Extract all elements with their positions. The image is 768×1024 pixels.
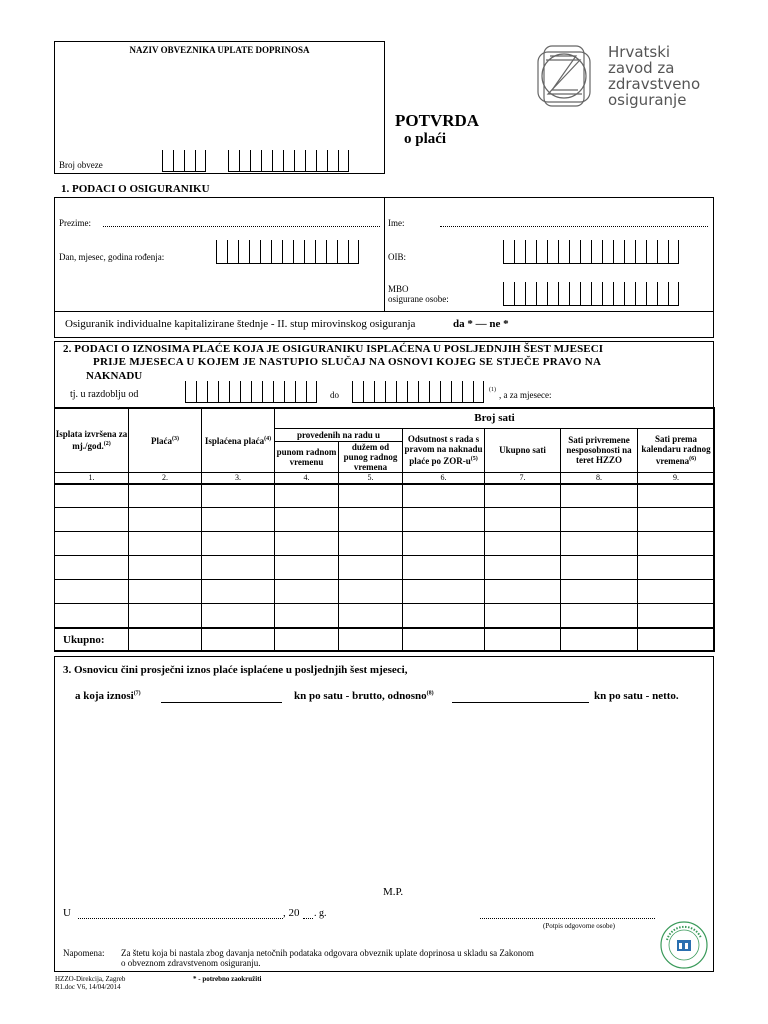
period-sup: (1) [489,387,496,393]
broj-obveze-label: Broj obveze [59,160,103,170]
table-row[interactable] [55,484,715,508]
col2-header [129,408,202,472]
col-number: 3. [202,472,275,484]
prezime-label: Prezime: [59,218,91,228]
col6-header-text: Odsutnost s rada s pravom na naknadu plaće po ZOR-u [404,434,483,466]
brutto-sup: (8) [426,690,434,697]
footer-line-2: R1.doc V6, 14/04/2014 [55,983,121,991]
col6-sup: (5) [470,456,478,462]
doc-subtitle: o plaći [404,131,447,147]
signature-field[interactable] [480,918,655,919]
logo-text [608,44,700,108]
section1-box [54,197,714,338]
year-field[interactable] [303,918,313,919]
dob-digits[interactable] [216,240,359,264]
col-number: 8. [561,472,638,484]
table-row[interactable] [55,508,715,532]
iznosi-sup: (7) [133,690,141,697]
date-label: , 20 [283,907,300,919]
col-number: 9. [638,472,715,484]
ime-field[interactable] [440,226,708,227]
salary-table [54,407,715,652]
col5-header: dužem od punog radnog vremena [339,441,403,472]
col-number: 7. [485,472,561,484]
u-label: U [63,907,71,919]
col1-header [55,408,129,472]
dob-label: Dan, mjesec, godina rođenja: [59,252,165,262]
col-number: 4. [275,472,339,484]
do-label: do [330,390,339,400]
mbo-label-2: osigurane osobe: [388,294,449,304]
footer-line-1: HZZO-Direkcija, Zagreb [55,975,126,983]
potpis-label: (Potpis odgovorne osobe) [543,922,615,930]
col6-header [403,428,485,472]
ime-label: Ime: [388,218,405,228]
table-row[interactable] [55,532,715,556]
col-number: 5. [339,472,403,484]
logo-line: zavod za [608,59,675,77]
period-label: tj. u razdoblju od [70,389,139,400]
col4-header: punom radnom vremenu [275,441,339,472]
hzzo-logo-mark-icon [530,42,598,110]
section2-title-2: PRIJE MJESECA U KOJEM JE NASTUPIO SLUČAJ NA OSNOVI KOJEG SE STJEČE PRAVO NA [93,356,602,368]
ukupno-row[interactable] [55,628,715,652]
iznosi-label [75,690,141,702]
certification-seal [659,920,709,970]
section2-title-1: 2. PODACI O IZNOSIMA PLAĆE KOJA JE OSIGURANIKU ISPLAĆENA U POSLJEDNJIH ŠEST MJESECI [63,343,604,355]
place-field[interactable] [78,918,283,919]
logo-line: osiguranje [608,91,687,109]
col2-header-text: Plaća [151,436,172,447]
col8-header: Sati privremene nesposobnosti na teret HZZO [561,428,638,472]
col-number: 6. [403,472,485,484]
provedenih-header: provedenih na radu u [275,428,403,441]
certification-seal-icon [659,920,709,970]
g-label: . g. [314,908,327,919]
col9-header [638,428,715,472]
netto-label: kn po satu - netto. [594,690,679,702]
section3-box [54,656,714,972]
brutto-label [294,690,434,702]
col2-sup: (3) [172,436,179,443]
brutto-field[interactable] [161,702,282,703]
stup-choice[interactable]: da * — ne * [453,318,509,330]
mp-label: M.P. [383,886,404,898]
col-number: 2. [129,472,202,484]
napomena-line-2: o obveznom zdravstvenom osiguranju. [121,958,261,968]
col3-header [202,408,275,472]
section1-title: 1. PODACI O OSIGURANIKU [61,183,210,195]
col1-header-text: Isplata izvršena za mj./god. [55,429,128,452]
logo-line: Hrvatski [608,43,671,61]
oib-digits[interactable] [503,240,679,264]
col1-sup: (2) [103,441,111,448]
iznosi-label-text: a koja iznosi [75,690,134,702]
prezime-field[interactable] [103,226,380,227]
mbo-digits[interactable] [503,282,679,306]
section1-hline [55,311,713,312]
section3-title: 3. Osnovicu čini prosječni iznos plaće isplaćene u posljednjih šest mjeseci, [63,664,408,676]
table-row[interactable] [55,604,715,628]
obveznik-title: NAZIV OBVEZNIKA UPLATE DOPRINOSA [129,45,310,55]
col3-header-text: Isplaćena plaća [204,436,265,447]
period-from-digits[interactable] [185,381,317,403]
col9-sup: (6) [689,456,697,462]
col-number: 1. [55,472,129,484]
hzzo-logo [530,42,710,110]
mbo-label: MBO [388,284,409,294]
section2-title-3: NAKNADU [86,370,143,382]
napomena-line-1: Za štetu koja bi nastala zbog davanja netočnih podataka odgovara obveznik uplate doprinosa u skladu sa Zakonom [121,948,534,958]
col-number-row [55,472,715,484]
logo-line: zdravstveno [608,75,701,93]
oib-label: OIB: [388,252,406,262]
table-row[interactable] [55,580,715,604]
broj-obveze-digits-2[interactable] [228,150,349,172]
napomena-label: Napomena: [63,948,105,958]
period-to-digits[interactable] [352,381,484,403]
doc-title: POTVRDA [395,111,480,130]
netto-field[interactable] [452,702,589,703]
table-row[interactable] [55,556,715,580]
col9-header-text: Sati prema kalendaru radnog vremena [641,434,711,466]
broj-obveze-digits-1[interactable] [162,150,206,172]
col7-header: Ukupno sati [485,428,561,472]
broj-sati-header: Broj sati [275,408,715,428]
section1-divider [384,198,385,311]
za-mjesece: , a za mjesece: [499,390,552,400]
stup-text: Osiguranik individualne kapitalizirane štednje - II. stup mirovinskog osiguranja [65,318,416,330]
col3-sup: (4) [264,436,272,443]
brutto-label-text: kn po satu - brutto, odnosno [294,690,427,702]
ukupno-label: Ukupno: [55,628,129,652]
zaokruziti-note: * - potrebno zaokružiti [193,975,262,983]
